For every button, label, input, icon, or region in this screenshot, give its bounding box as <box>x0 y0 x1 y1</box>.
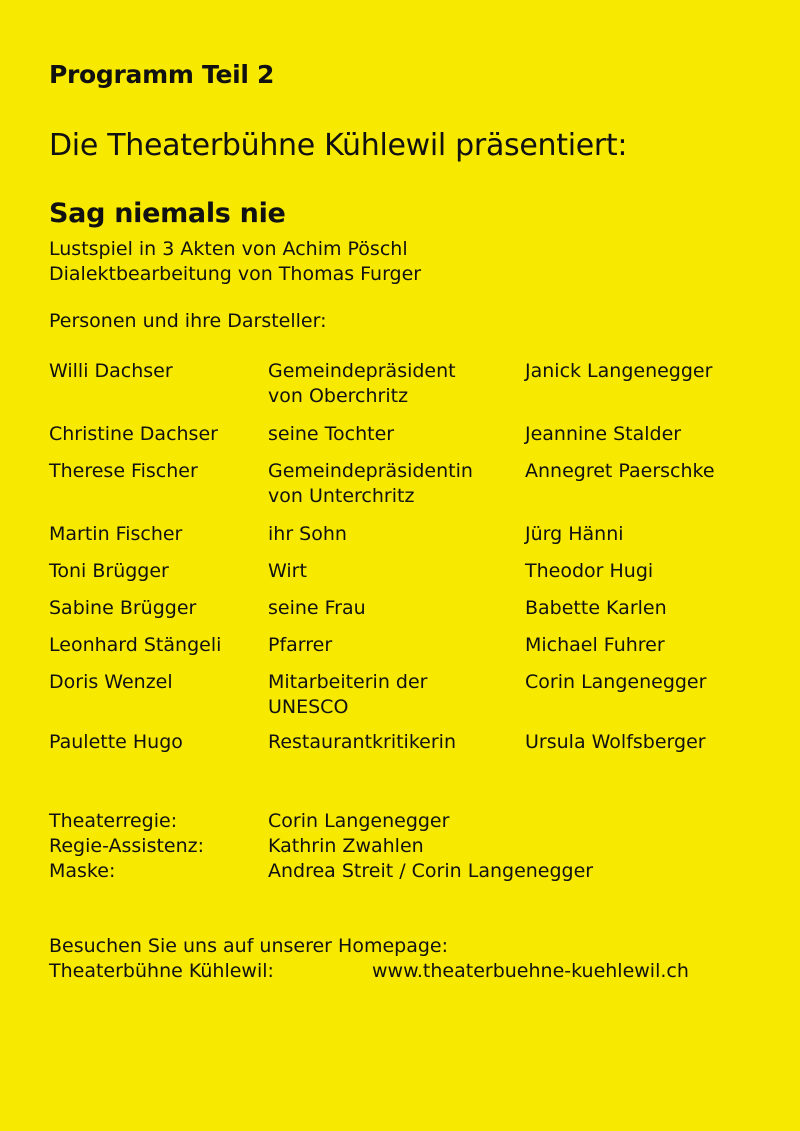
cast-description-line: Gemeindepräsidentin <box>268 460 473 482</box>
credit-value: Andrea Streit / Corin Langenegger <box>268 860 594 882</box>
cast-description-line: von Oberchritz <box>268 385 409 407</box>
cast-actor: Jeannine Stalder <box>525 423 682 445</box>
cast-description <box>268 730 456 755</box>
cast-description-line: Gemeindepräsident <box>268 360 456 382</box>
cast-actor: Jürg Hänni <box>525 523 624 545</box>
cast-description <box>268 670 427 720</box>
cast-description-line: Wirt <box>268 560 307 582</box>
cast-description-line: ihr Sohn <box>268 523 347 545</box>
play-adaptation: Dialektbearbeitung von Thomas Furger <box>49 263 422 285</box>
cast-description <box>268 459 473 509</box>
cast-description-line: seine Tochter <box>268 423 395 445</box>
cast-role: Leonhard Stängeli <box>49 634 222 656</box>
cast-description-line: Restaurantkritikerin <box>268 731 456 753</box>
cast-role: Toni Brügger <box>49 560 169 582</box>
cast-actor: Michael Fuhrer <box>525 634 665 656</box>
cast-description <box>268 596 366 621</box>
visit-text: Besuchen Sie uns auf unserer Homepage: <box>49 935 448 957</box>
credit-label: Regie-Assistenz: <box>49 835 205 857</box>
play-subtitle: Lustspiel in 3 Akten von Achim Pöschl <box>49 238 408 260</box>
play-title: Sag niemals nie <box>49 198 286 229</box>
presenter-line: Die Theaterbühne Kühlewil präsentiert: <box>49 128 628 163</box>
cast-description <box>268 359 456 409</box>
cast-description-line: Pfarrer <box>268 634 333 656</box>
cast-actor: Corin Langenegger <box>525 671 707 693</box>
cast-description <box>268 422 394 447</box>
site-label: Theaterbühne Kühlewil: <box>49 960 274 982</box>
cast-description <box>268 522 347 547</box>
cast-role: Willi Dachser <box>49 360 173 382</box>
cast-description-line: von Unterchritz <box>268 485 415 507</box>
cast-role: Paulette Hugo <box>49 731 183 753</box>
cast-actor: Babette Karlen <box>525 597 667 619</box>
cast-role: Therese Fischer <box>49 460 198 482</box>
cast-description <box>268 559 307 584</box>
cast-actor: Ursula Wolfsberger <box>525 731 706 753</box>
credit-value: Corin Langenegger <box>268 810 450 832</box>
cast-role: Martin Fischer <box>49 523 183 545</box>
cast-heading: Personen und ihre Darsteller: <box>49 310 327 332</box>
cast-role: Sabine Brügger <box>49 597 197 619</box>
cast-description <box>268 633 332 658</box>
cast-description-line: Mitarbeiterin der <box>268 671 428 693</box>
cast-actor: Theodor Hugi <box>525 560 654 582</box>
cast-actor: Annegret Paerschke <box>525 460 715 482</box>
cast-actor: Janick Langenegger <box>525 360 713 382</box>
homepage-link[interactable]: www.theaterbuehne-kuehlewil.ch <box>372 960 689 982</box>
cast-description-line: seine Frau <box>268 597 366 619</box>
cast-description-line: UNESCO <box>268 696 349 718</box>
part-title: Programm Teil 2 <box>49 60 275 89</box>
credit-label: Maske: <box>49 860 116 882</box>
cast-role: Doris Wenzel <box>49 671 173 693</box>
credit-label: Theaterregie: <box>49 810 178 832</box>
credit-value: Kathrin Zwahlen <box>268 835 424 857</box>
cast-role: Christine Dachser <box>49 423 218 445</box>
